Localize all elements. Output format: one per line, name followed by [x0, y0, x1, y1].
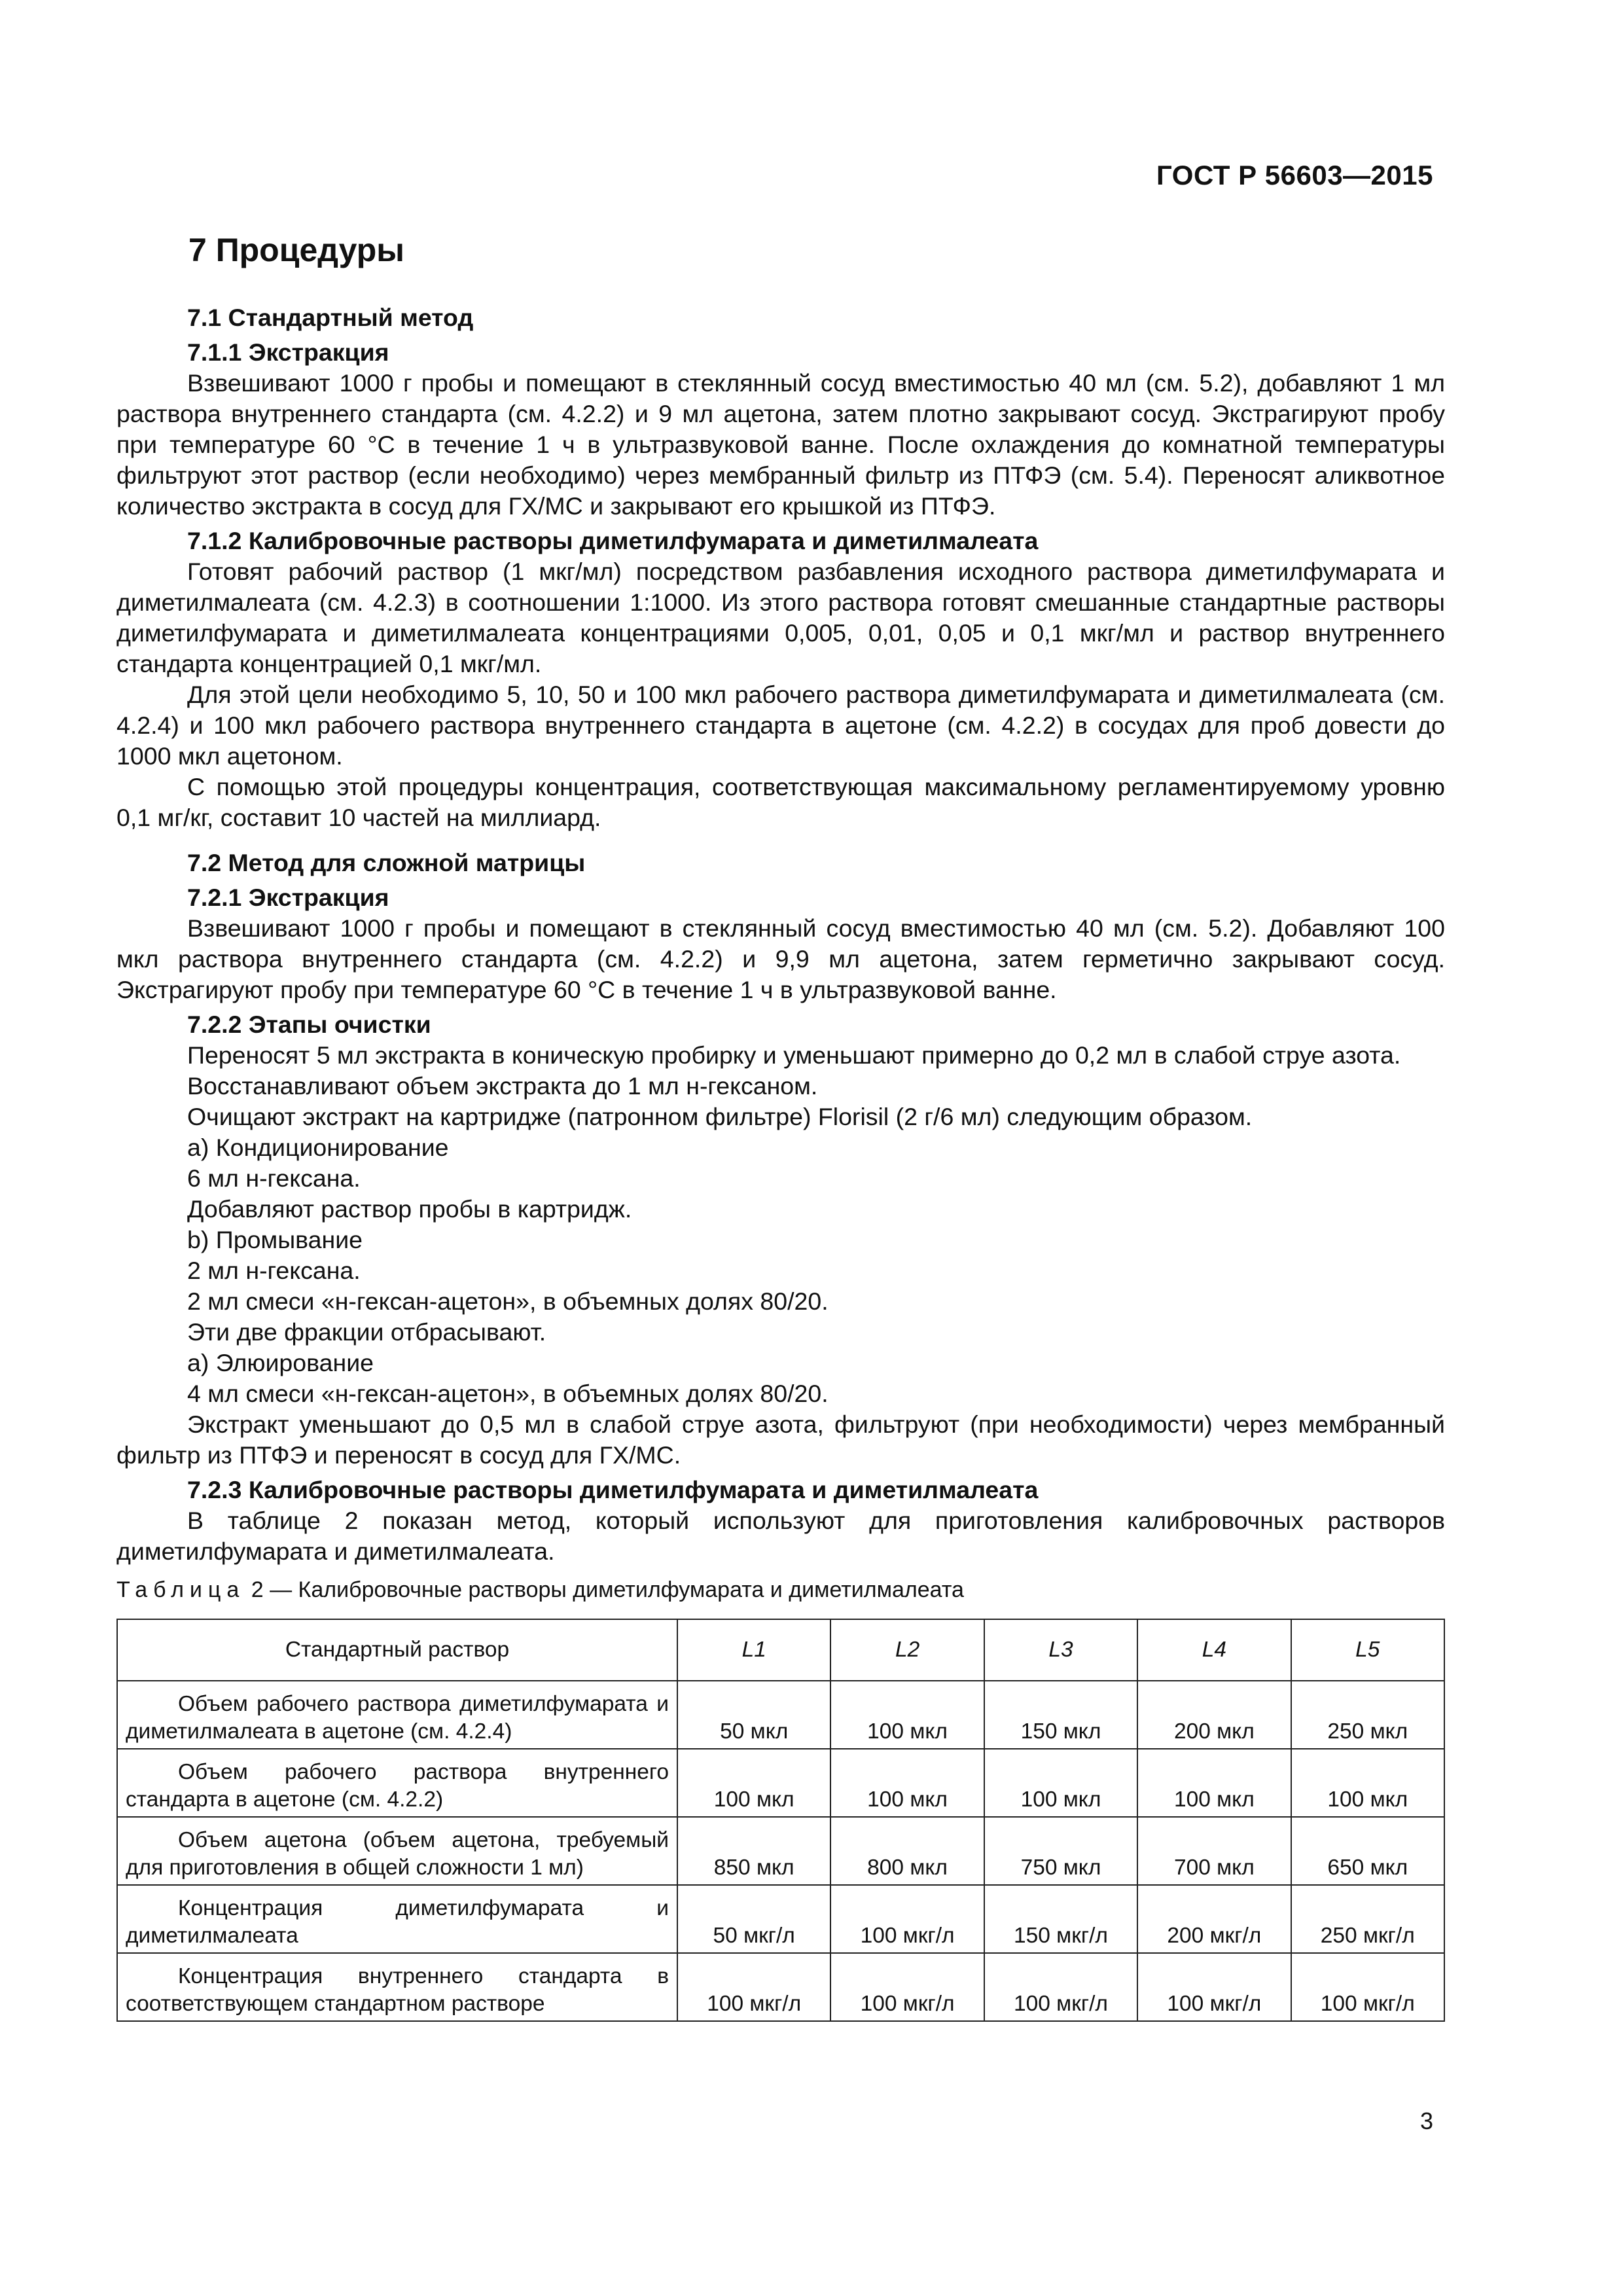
header-cell: L3 [984, 1619, 1137, 1681]
table-cell: 50 мкг/л [677, 1885, 830, 1953]
table-cell: 850 мкл [677, 1817, 830, 1885]
table-cell: 650 мкл [1291, 1817, 1444, 1885]
text-line: Восстанавливают объем экстракта до 1 мл н-гексаном. [187, 1072, 818, 1100]
header-cell: Стандартный раствор [117, 1619, 677, 1681]
table-cell: 200 мкг/л [1137, 1885, 1291, 1953]
paragraph: Взвешивают 1000 г пробы и помещают в стеклянный сосуд вместимостью 40 мл (см. 5.2). Добавляют 100 мкл раствора внутреннего стандарта (см. 4.2.2) и 9,9 мл ацетона, затем герметично закрывают сосуд. Экстрагируют пробу при температуре 60 °С в течение 1 ч в ультразвуковой ванне. [116, 914, 1445, 1003]
table-cell: 100 мкл [1137, 1749, 1291, 1817]
table-cell: 150 мкг/л [984, 1885, 1137, 1953]
table-caption [116, 1575, 1445, 1605]
paragraph: Взвешивают 1000 г пробы и помещают в стеклянный сосуд вместимостью 40 мл (см. 5.2), добавляют 1 мл раствора внутреннего стандарта (см. 4.2.2) и 9 мл ацетона, затем плотно закрывают сосуд. Экстрагируют пробу при температуре 60 °С в течение 1 ч в ультразвуковой ванне. После охлаждения до комнатной температуры фильтруют этот раствор (если необходимо) через мембранный фильтр из ПТФЭ (см. 5.4). Переносят аликвотное количество экстракта в сосуд для ГХ/МС и закрывают его крышкой из ПТФЭ. [116, 369, 1445, 520]
table-row [117, 1817, 1444, 1885]
table-cell: 100 мкг/л [830, 1953, 984, 2021]
table-row [117, 1953, 1444, 2021]
text-line: Добавляют раствор пробы в картридж. [187, 1195, 632, 1223]
text-line: Эти две фракции отбрасывают. [187, 1318, 546, 1346]
table-header-row [117, 1619, 1444, 1681]
subsection-7-1-1-title: 7.1.1 Экстракция [187, 338, 389, 366]
page-number: 3 [1419, 2108, 1433, 2134]
paragraph: Экстракт уменьшают до 0,5 мл в слабой струе азота, фильтруют (при необходимости) через мембранный фильтр из ПТФЭ и переносят в сосуд для ГХ/МС. [116, 1410, 1445, 1469]
header-cell: L1 [677, 1619, 830, 1681]
text-line: 2 мл н-гексана. [187, 1257, 361, 1284]
table-cell: 700 мкл [1137, 1817, 1291, 1885]
table-cell: 200 мкл [1137, 1681, 1291, 1749]
header-cell: L5 [1291, 1619, 1444, 1681]
table-row [117, 1681, 1444, 1749]
header-cell: L2 [830, 1619, 984, 1681]
paragraph: Переносят 5 мл экстракта в коническую пробирку и уменьшают примерно до 0,2 мл в слабой струе азота. [187, 1041, 1401, 1069]
list-item: b) Промывание [187, 1226, 363, 1253]
subsection-7-1-2-title: 7.1.2 Калибровочные растворы диметилфумарата и диметилмалеата [187, 527, 1039, 554]
table-cell: 100 мкл [677, 1749, 830, 1817]
table-cell: 100 мкг/л [1137, 1953, 1291, 2021]
paragraph: Готовят рабочий раствор (1 мкг/мл) посредством разбавления исходного раствора диметилфумарата и диметилмалеата (см. 4.2.3) в соотношении 1:1000. Из этого раствора готовят смешанные стандартные растворы диметилфумарата и диметилмалеата концентрациями 0,005, 0,01, 0,05 и 0,1 мкг/мл и раствор внутреннего стандарта концентрацией 0,1 мкг/мл. [116, 558, 1445, 677]
text-line: 4 мл смеси «н-гексан-ацетон», в объемных долях 80/20. [187, 1380, 829, 1407]
paragraph: Для этой цели необходимо 5, 10, 50 и 100 мкл рабочего раствора диметилфумарата и диметилмалеата (см. 4.2.4) и 100 мкл рабочего раствора внутреннего стандарта в ацетоне (см. 4.2.2) в сосудах для проб довести до 1000 мкл ацетоном. [116, 681, 1445, 770]
list-item: а) Элюирование [187, 1349, 374, 1376]
calibration-table [116, 1619, 1445, 2022]
table-cell: 100 мкг/л [677, 1953, 830, 2021]
subsection-7-2-2-title: 7.2.2 Этапы очистки [187, 1011, 431, 1038]
paragraph: В таблице 2 показан метод, который используют для приготовления калибровочных растворов диметилфумарата и диметилмалеата. [116, 1507, 1445, 1565]
table-cell: 100 мкг/л [984, 1953, 1137, 2021]
standard-header: ГОСТ Р 56603—2015 [1156, 160, 1433, 190]
table-cell: 100 мкг/л [830, 1885, 984, 1953]
table-cell: 100 мкл [984, 1749, 1137, 1817]
subsection-7-2-1-title: 7.2.1 Экстракция [187, 884, 389, 911]
table-cell: 100 мкл [1291, 1749, 1444, 1817]
row-label: Концентрация внутреннего стандарта в соответствующем стандартном растворе [117, 1953, 677, 2021]
table-cell: 150 мкл [984, 1681, 1137, 1749]
table-caption-prefix: Таблица [116, 1577, 245, 1602]
row-label: Концентрация диметилфумарата и диметилмалеата [117, 1885, 677, 1953]
table-cell: 100 мкл [830, 1749, 984, 1817]
table-cell: 750 мкл [984, 1817, 1137, 1885]
text-line: Очищают экстракт на картридже (патронном фильтре) Florisil (2 г/6 мл) следующим образом. [187, 1103, 1253, 1130]
paragraph: С помощью этой процедуры концентрация, соответствующая максимальному регламентируемому уровню 0,1 мг/кг, составит 10 частей на миллиард. [116, 773, 1445, 831]
table-cell: 100 мкг/л [1291, 1953, 1444, 2021]
header-cell: L4 [1137, 1619, 1291, 1681]
page-content [116, 229, 1445, 2022]
row-label: Объем ацетона (объем ацетона, требуемый для приготовления в общей сложности 1 мл) [117, 1817, 677, 1885]
table-caption-text: 2 — Калибровочные растворы диметилфумарата и диметилмалеата [245, 1577, 964, 1602]
subsection-7-1-title: 7.1 Стандартный метод [187, 304, 474, 331]
table-cell: 50 мкл [677, 1681, 830, 1749]
table-cell: 250 мкл [1291, 1681, 1444, 1749]
subsection-7-2-3-title: 7.2.3 Калибровочные растворы диметилфумарата и диметилмалеата [187, 1476, 1039, 1503]
row-label: Объем рабочего раствора диметилфумарата и диметилмалеата в ацетоне (см. 4.2.4) [117, 1681, 677, 1749]
table-cell: 100 мкл [830, 1681, 984, 1749]
table-cell: 800 мкл [830, 1817, 984, 1885]
table-row [117, 1885, 1444, 1953]
text-line: 6 мл н-гексана. [187, 1164, 361, 1192]
list-item: a) Кондиционирование [187, 1134, 449, 1161]
table-row [117, 1749, 1444, 1817]
text-line: 2 мл смеси «н-гексан-ацетон», в объемных долях 80/20. [187, 1287, 829, 1315]
row-label: Объем рабочего раствора внутреннего стандарта в ацетоне (см. 4.2.2) [117, 1749, 677, 1817]
section-title: 7 Процедуры [188, 232, 405, 268]
table-cell: 250 мкг/л [1291, 1885, 1444, 1953]
subsection-7-2-title: 7.2 Метод для сложной матрицы [187, 849, 586, 876]
